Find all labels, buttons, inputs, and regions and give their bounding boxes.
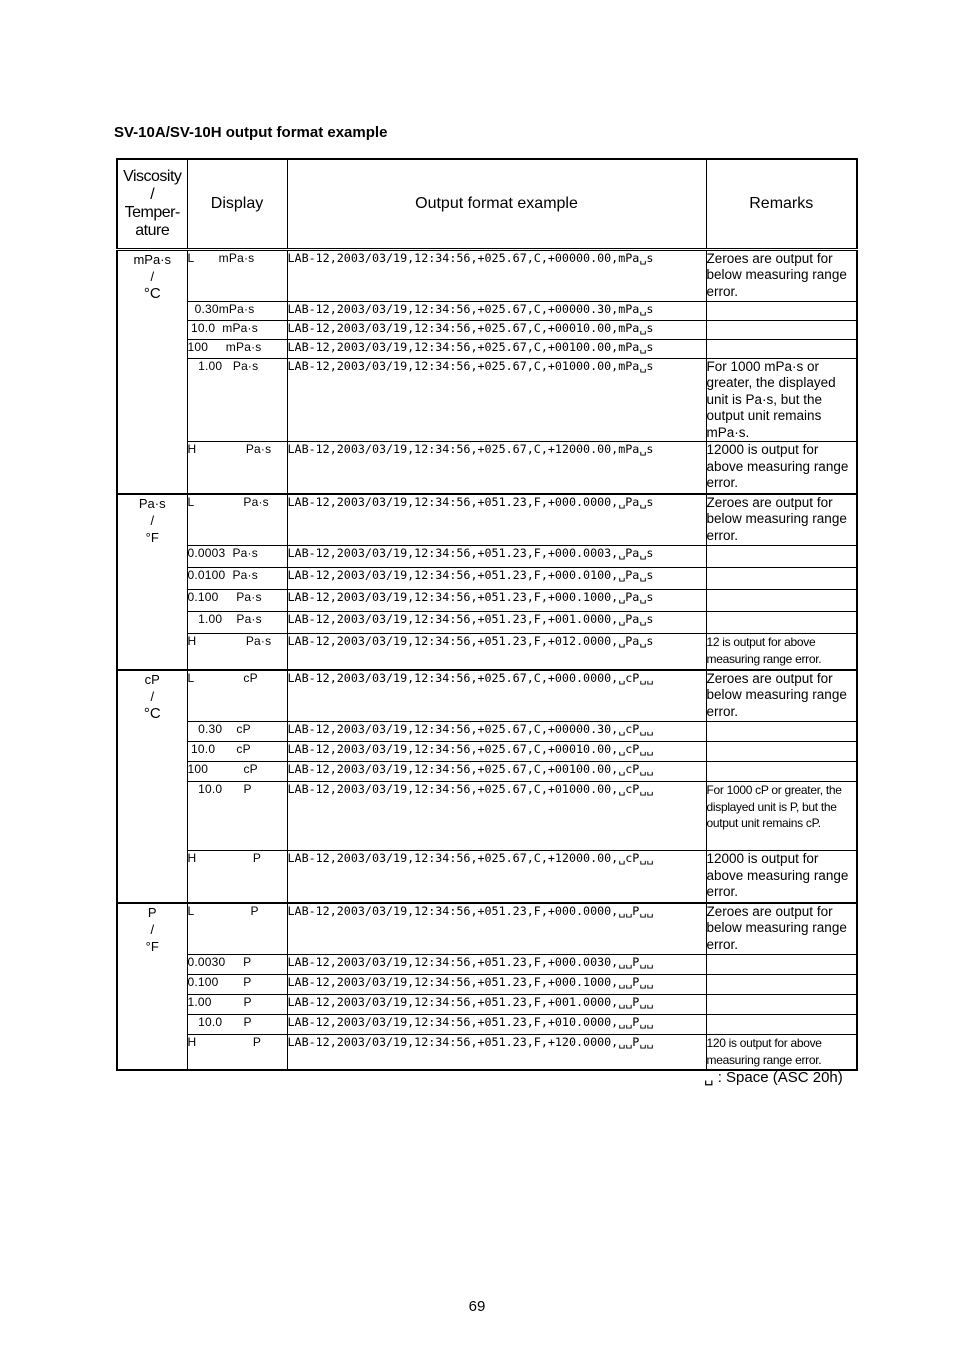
output-cell: LAB-12,2003/03/19,12:34:56,+051.23,F,+000.0000,␣␣P␣␣ [287,903,706,955]
remark-cell: 12000 is output for above measuring range error. [706,442,857,494]
table-row [117,249,857,301]
remark-cell: 120 is output for above measuring range error. [706,1035,857,1070]
output-cell: LAB-12,2003/03/19,12:34:56,+025.67,C,+00000.00,mPa␣s [287,249,706,301]
remark-cell: Zeroes are output for below measuring range error. [706,670,857,722]
table-row [117,568,857,590]
page-number: 69 [468,1298,486,1315]
unit-label: Pa·s [138,495,166,511]
remark-cell: 12000 is output for above measuring range error. [706,851,857,903]
unit-group-cell [117,249,187,494]
output-cell: LAB-12,2003/03/19,12:34:56,+025.67,C,+000.0000,␣cP␣␣ [287,670,706,722]
table-row [117,442,857,494]
output-cell: LAB-12,2003/03/19,12:34:56,+051.23,F,+001.0000,␣␣P␣␣ [287,995,706,1015]
table-row [117,590,857,612]
display-cell: H P [187,1035,287,1070]
header-viscosity-temperature: Viscosity / Temper- ature [117,159,187,249]
output-cell: LAB-12,2003/03/19,12:34:56,+051.23,F,+000.0100,␣Pa␣s [287,568,706,590]
table-row [117,1035,857,1070]
display-cell: H Pa·s [187,442,287,494]
display-cell: 100 cP [187,762,287,782]
header-remarks: Remarks [706,159,857,249]
remark-cell: Zeroes are output for below measuring range error. [706,903,857,955]
output-cell: LAB-12,2003/03/19,12:34:56,+025.67,C,+12000.00,mPa␣s [287,442,706,494]
header-output-format: Output format example [287,159,706,249]
output-cell: LAB-12,2003/03/19,12:34:56,+051.23,F,+012.0000,␣Pa␣s [287,634,706,670]
temperature-unit: °C [143,704,161,722]
table-row [117,358,857,442]
remark-cell: Zeroes are output for below measuring range error. [706,249,857,301]
unit-slash: / [150,921,155,937]
remark-cell: For 1000 mPa·s or greater, the displayed unit is Pa·s, but the output unit remains mPa·s. [706,358,857,442]
remark-cell [706,955,857,975]
remark-cell: 12 is output for above measuring range error. [706,634,857,670]
unit-label: P [147,904,157,920]
display-cell: H P [187,851,287,903]
display-cell: L mPa·s [187,249,287,301]
remark-cell [706,546,857,568]
unit-slash: / [150,268,155,284]
table-row [117,634,857,670]
output-cell: LAB-12,2003/03/19,12:34:56,+051.23,F,+000.0000,␣Pa␣s [287,494,706,546]
temperature-unit: °F [145,938,159,954]
display-cell: 100 mPa·s [187,339,287,358]
output-cell: LAB-12,2003/03/19,12:34:56,+025.67,C,+00000.30,␣cP␣␣ [287,722,706,742]
table-row [117,612,857,634]
unit-label: mPa·s [133,251,172,267]
unit-slash: / [150,688,155,704]
output-cell: LAB-12,2003/03/19,12:34:56,+025.67,C,+00100.00,mPa␣s [287,339,706,358]
table-row [117,301,857,320]
remark-cell: Zeroes are output for below measuring range error. [706,494,857,546]
display-cell: 10.0 mPa·s [187,320,287,339]
output-format-table [116,158,858,1071]
temperature-unit: °C [143,284,161,302]
remark-cell [706,995,857,1015]
table-row [117,320,857,339]
display-cell: L cP [187,670,287,722]
display-cell: L Pa·s [187,494,287,546]
display-cell: H Pa·s [187,634,287,670]
remark-cell [706,590,857,612]
output-cell: LAB-12,2003/03/19,12:34:56,+025.67,C,+01000.00,␣cP␣␣ [287,782,706,851]
remark-cell [706,612,857,634]
output-cell: LAB-12,2003/03/19,12:34:56,+051.23,F,+001.0000,␣Pa␣s [287,612,706,634]
table-header-row [117,159,857,249]
display-cell: 0.100 Pa·s [187,590,287,612]
display-cell: 0.0003 Pa·s [187,546,287,568]
output-cell: LAB-12,2003/03/19,12:34:56,+025.67,C,+12000.00,␣cP␣␣ [287,851,706,903]
table-row [117,995,857,1015]
remark-cell [706,320,857,339]
table-row [117,955,857,975]
unit-slash: / [150,512,155,528]
output-cell: LAB-12,2003/03/19,12:34:56,+025.67,C,+00100.00,␣cP␣␣ [287,762,706,782]
remark-cell [706,339,857,358]
output-cell: LAB-12,2003/03/19,12:34:56,+051.23,F,+120.0000,␣␣P␣␣ [287,1035,706,1070]
table-row [117,1015,857,1035]
remark-cell [706,1015,857,1035]
unit-group-cell [117,670,187,903]
remark-cell [706,301,857,320]
table-row [117,339,857,358]
unit-group-cell [117,903,187,1070]
display-cell: 10.0 cP [187,742,287,762]
space-legend: ␣ : Space (ASC 20h) [704,1069,843,1086]
display-cell: 1.00 P [187,995,287,1015]
unit-label: cP [144,671,160,687]
table-row [117,494,857,546]
remark-cell [706,762,857,782]
output-cell: LAB-12,2003/03/19,12:34:56,+025.67,C,+00010.00,mPa␣s [287,320,706,339]
remark-cell [706,975,857,995]
output-cell: LAB-12,2003/03/19,12:34:56,+051.23,F,+010.0000,␣␣P␣␣ [287,1015,706,1035]
remark-cell [706,568,857,590]
output-cell: LAB-12,2003/03/19,12:34:56,+025.67,C,+01000.00,mPa␣s [287,358,706,442]
display-cell: 10.0 P [187,1015,287,1035]
table-row [117,546,857,568]
remark-cell: For 1000 cP or greater, the displayed unit is P, but the output unit remains cP. [706,782,857,851]
display-cell: 0.0100 Pa·s [187,568,287,590]
output-cell: LAB-12,2003/03/19,12:34:56,+051.23,F,+000.0003,␣Pa␣s [287,546,706,568]
table-row [117,722,857,742]
output-cell: LAB-12,2003/03/19,12:34:56,+051.23,F,+000.1000,␣␣P␣␣ [287,975,706,995]
unit-group-cell [117,494,187,670]
table-row [117,975,857,995]
output-cell: LAB-12,2003/03/19,12:34:56,+025.67,C,+00000.30,mPa␣s [287,301,706,320]
table-row [117,851,857,903]
display-cell: L P [187,903,287,955]
display-cell: 0.0030 P [187,955,287,975]
output-cell: LAB-12,2003/03/19,12:34:56,+025.67,C,+00010.00,␣cP␣␣ [287,742,706,762]
page-title: SV-10A/SV-10H output format example [114,124,388,141]
display-cell: 1.00 Pa·s [187,358,287,442]
table-row [117,782,857,851]
display-cell: 0.100 P [187,975,287,995]
remark-cell [706,742,857,762]
table-row [117,670,857,722]
remark-cell [706,722,857,742]
display-cell: 0.30mPa·s [187,301,287,320]
display-cell: 1.00 Pa·s [187,612,287,634]
table-row [117,762,857,782]
display-cell: 10.0 P [187,782,287,851]
temperature-unit: °F [145,529,159,545]
table-row [117,903,857,955]
display-cell: 0.30 cP [187,722,287,742]
output-cell: LAB-12,2003/03/19,12:34:56,+051.23,F,+000.0030,␣␣P␣␣ [287,955,706,975]
output-cell: LAB-12,2003/03/19,12:34:56,+051.23,F,+000.1000,␣Pa␣s [287,590,706,612]
table-row [117,742,857,762]
header-display: Display [187,159,287,249]
